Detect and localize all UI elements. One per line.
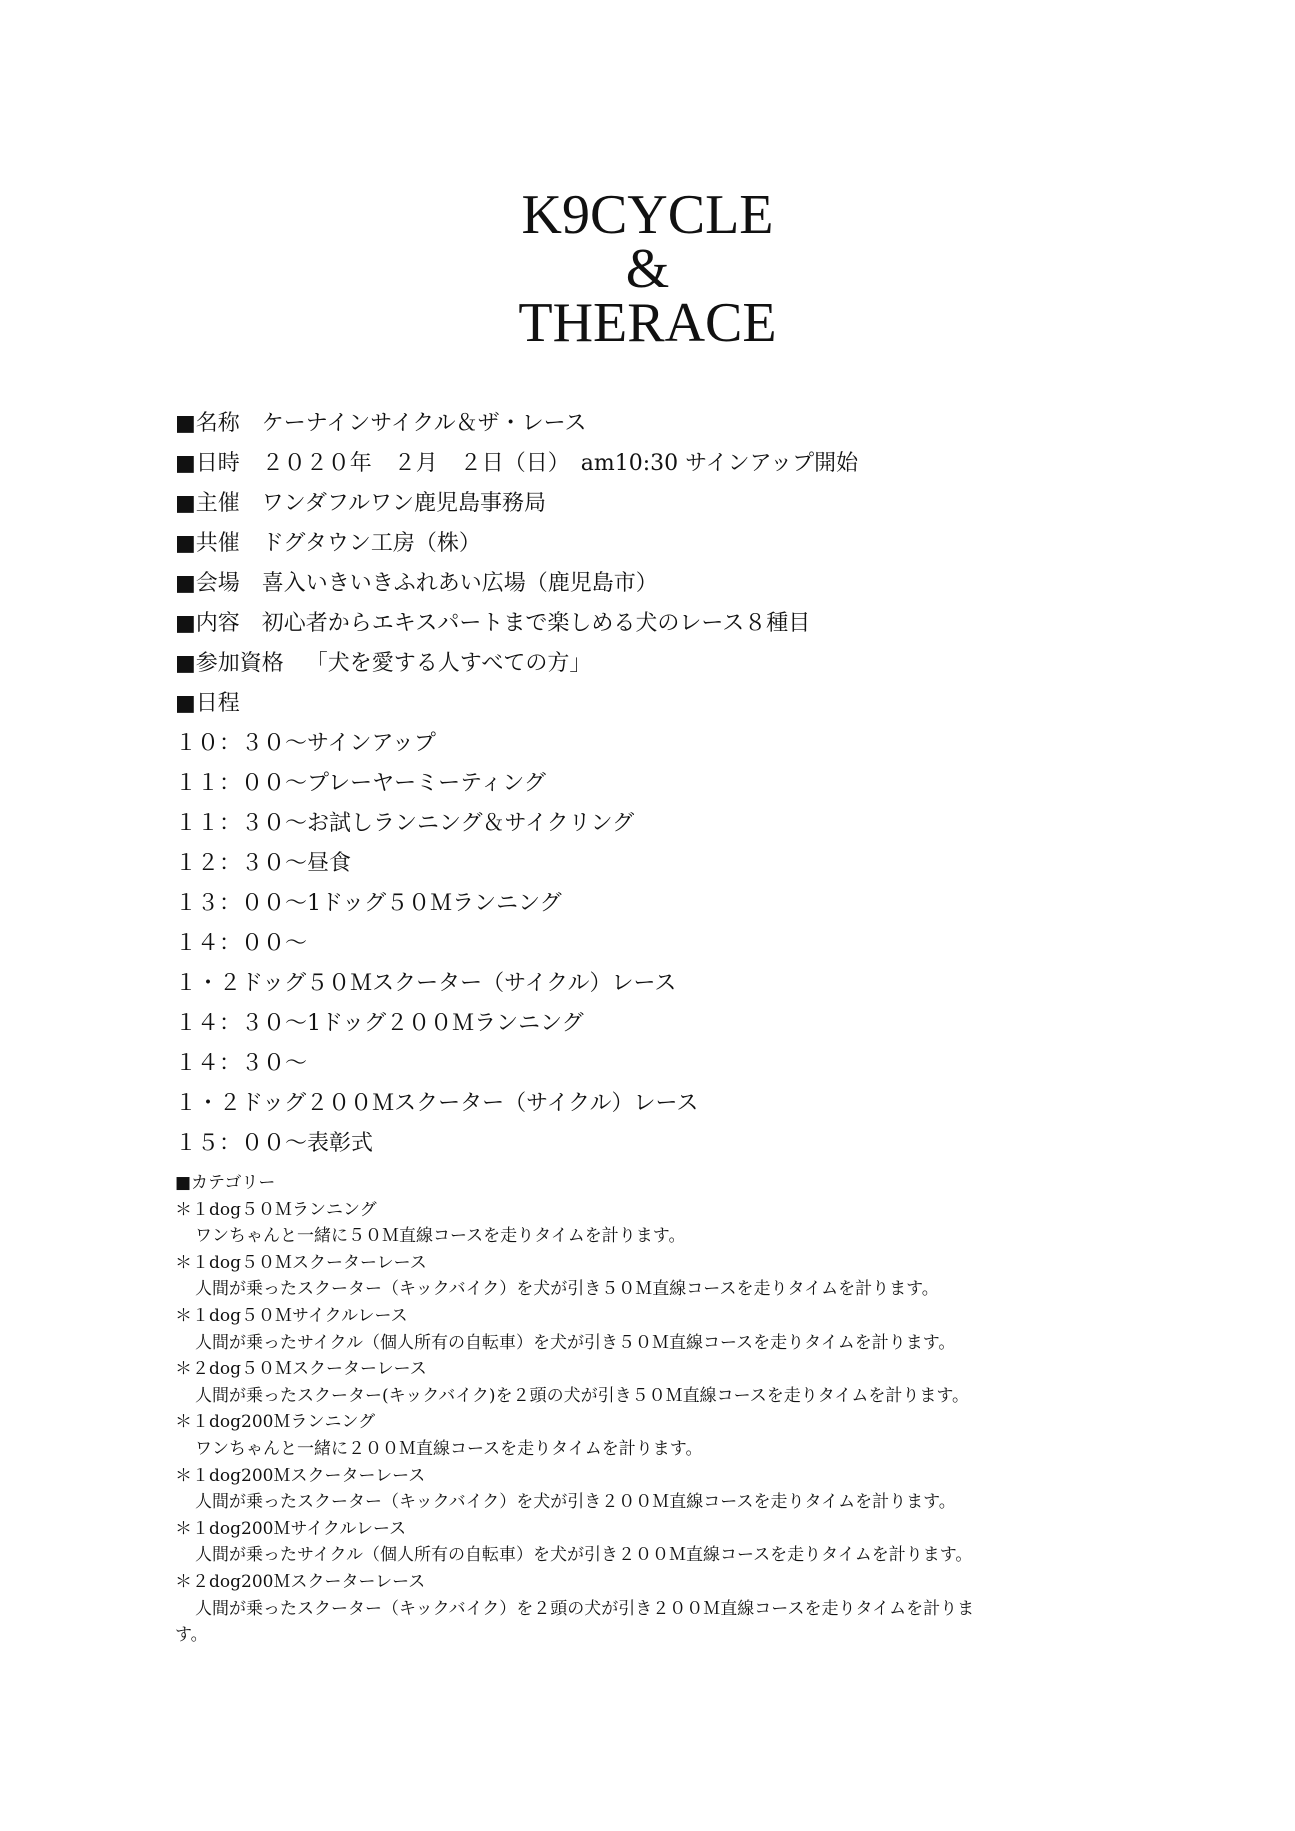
info-value: ２０２０年 ２月 ２日（日） am10:30 サインアップ開始 <box>261 451 859 476</box>
schedule-item: １４：００～ <box>175 931 308 956</box>
categories-heading: ■カテゴリー <box>175 1173 276 1193</box>
info-label: ■名称 <box>175 411 240 436</box>
info-row-cosponsor <box>175 524 1215 564</box>
title-line-1: K9CYCLE <box>521 184 774 246</box>
title-line-2: & <box>625 238 670 300</box>
info-row-content <box>175 604 1215 644</box>
info-label: ■主催 <box>175 491 240 516</box>
event-info <box>175 404 1215 1164</box>
category-name: ＊１dog５０Ｍスクーターレース <box>175 1252 427 1273</box>
info-label: ■内容 <box>175 611 240 636</box>
document-title <box>0 184 1295 354</box>
info-value: ドグタウン工房（株） <box>261 531 481 556</box>
info-row-venue <box>175 564 1215 604</box>
category-name: ＊１dog５０Ｍランニング <box>175 1199 377 1220</box>
category-name: ＊１dog200Ｍスクーターレース <box>175 1465 426 1486</box>
info-value: 「犬を愛する人すべての方」 <box>305 651 592 676</box>
schedule-item: １・２ドッグ５０Ｍスクーター（サイクル）レース <box>175 971 677 996</box>
category-name: ＊１dog５０Ｍサイクルレース <box>175 1305 408 1326</box>
info-label: ■参加資格 <box>175 651 284 676</box>
info-label: ■会場 <box>175 571 240 596</box>
category-name: ＊２dog５０Ｍスクーターレース <box>175 1359 427 1380</box>
category-description: 人間が乗ったスクーター(キックバイク)を２頭の犬が引き５０Ｍ直線コースを走りタイムを計ります。 <box>195 1385 970 1406</box>
category-description: ワンちゃんと一緒に５０Ｍ直線コースを走りタイムを計ります。 <box>195 1226 686 1247</box>
info-label: ■共催 <box>175 531 240 556</box>
info-value: 初心者からエキスパートまで楽しめる犬のレース８種目 <box>261 611 811 636</box>
schedule-item: １５：００～表彰式 <box>175 1131 374 1156</box>
category-description: 人間が乗ったスクーター（キックバイク）を２頭の犬が引き２００Ｍ直線コースを走りタイムを計りま <box>195 1598 975 1619</box>
category-description: 人間が乗ったサイクル（個人所有の自転車）を犬が引き５０Ｍ直線コースを走りタイムを計ります。 <box>195 1332 956 1353</box>
category-description: 人間が乗ったスクーター（キックバイク）を犬が引き５０Ｍ直線コースを走りタイムを計ります。 <box>195 1279 939 1300</box>
schedule-item: １３：００～1ドッグ５０Ｍランニング <box>175 891 562 916</box>
category-description: 人間が乗ったサイクル（個人所有の自転車）を犬が引き２００Ｍ直線コースを走りタイムを計ります。 <box>195 1545 973 1566</box>
schedule-item: １４：３０～1ドッグ２００Ｍランニング <box>175 1011 584 1036</box>
info-label: ■日時 <box>175 451 240 476</box>
category-description: 人間が乗ったスクーター（キックバイク）を犬が引き２００Ｍ直線コースを走りタイムを計ります。 <box>195 1492 956 1513</box>
info-row-date <box>175 444 1215 484</box>
info-value: 喜入いきいきふれあい広場（鹿児島市） <box>261 571 658 596</box>
category-description-continued: す。 <box>175 1625 208 1646</box>
info-value: ケーナインサイクル＆ザ・レース <box>261 411 587 436</box>
categories-section <box>175 1170 1245 1649</box>
info-row-name <box>175 404 1215 444</box>
schedule-heading: ■日程 <box>175 691 240 716</box>
category-name: ＊１dog200Ｍサイクルレース <box>175 1518 407 1539</box>
category-description: ワンちゃんと一緒に２００Ｍ直線コースを走りタイムを計ります。 <box>195 1438 703 1459</box>
schedule-item: １０：３０～サインアップ <box>175 731 436 756</box>
schedule-item: １２：３０～昼食 <box>175 851 352 876</box>
schedule-item: １１：３０～お試しランニング＆サイクリング <box>175 811 635 836</box>
title-line-3: THERACE <box>518 292 777 354</box>
info-value: ワンダフルワン鹿児島事務局 <box>261 491 547 516</box>
category-name: ＊１dog200Ｍランニング <box>175 1412 376 1433</box>
info-row-organizer <box>175 484 1215 524</box>
category-name: ＊２dog200Ｍスクーターレース <box>175 1571 426 1592</box>
info-row-eligibility <box>175 644 1215 684</box>
schedule-item: １４：３０～ <box>175 1051 308 1076</box>
schedule-item: １・２ドッグ２００Ｍスクーター（サイクル）レース <box>175 1091 699 1116</box>
schedule-item: １１：００～プレーヤーミーティング <box>175 771 546 796</box>
